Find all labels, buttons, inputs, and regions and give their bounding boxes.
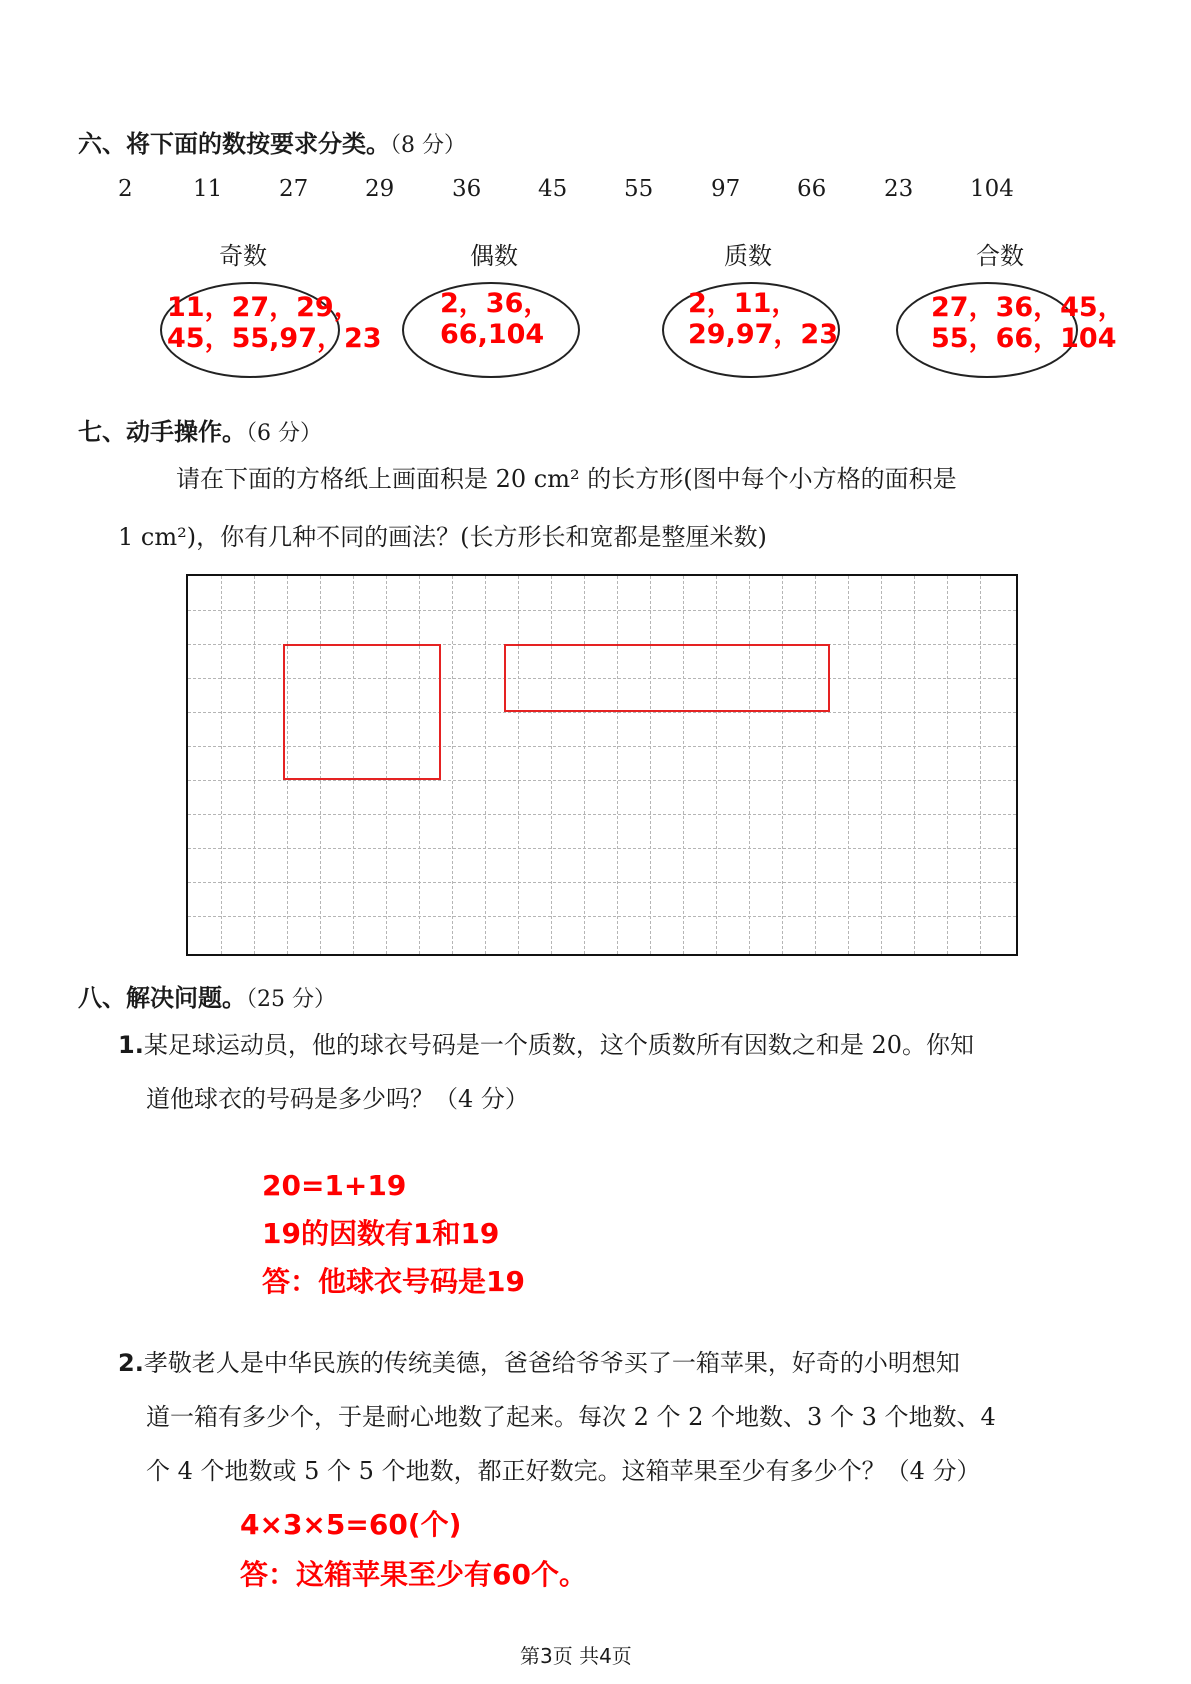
number-item: 11 (193, 176, 223, 202)
section7-points: （6 分） (246, 421, 322, 446)
section7-instruction-line1: 请在下面的方格纸上画面积是 20 cm² 的长方形(图中每个小方格的面积是 (176, 465, 957, 493)
number-item: 55 (624, 176, 654, 202)
prime-answer-line2: 29,97，23 (688, 319, 838, 350)
number-item: 36 (452, 176, 482, 202)
grid-line (749, 576, 750, 954)
grid-line (716, 576, 717, 954)
grid-line (980, 576, 981, 954)
category-label-composite: 合数 (976, 242, 1024, 270)
even-answer-line2: 66,104 (440, 319, 545, 350)
grid-line (683, 576, 684, 954)
composite-answer-line1: 27，36，45， (931, 292, 1125, 323)
question2-answer (240, 1500, 587, 1600)
prime-answer (688, 288, 838, 350)
number-item: 104 (970, 176, 1014, 202)
grid-line (914, 576, 915, 954)
section8-heading (78, 978, 336, 1013)
question2-text-line1: 孝敬老人是中华民族的传统美德，爸爸给爷爷买了一箱苹果，好奇的小明想知 (143, 1349, 960, 1377)
question2-text-line2: 道一箱有多少个，于是耐心地数了起来。每次 2 个 2 个地数、3 个 3 个地数、4 (146, 1403, 996, 1431)
section7-title: 七、动手操作。 (78, 418, 246, 446)
grid-line (782, 576, 783, 954)
grid-line (617, 576, 618, 954)
question1-text-line1: 某足球运动员，他的球衣号码是一个质数，这个质数所有因数之和是 20。你知 (143, 1031, 974, 1059)
question1-answer (262, 1162, 525, 1306)
grid-line (650, 576, 651, 954)
composite-answer-line2: 55，66，104 (931, 323, 1117, 354)
prime-answer-line1: 2，11， (688, 288, 799, 319)
odd-answer-line2: 45，55,97，23 (167, 323, 382, 354)
number-item: 29 (365, 176, 395, 202)
odd-answer (167, 292, 382, 354)
grid-line (188, 882, 1016, 883)
grid-line (188, 916, 1016, 917)
composite-answer (931, 292, 1125, 354)
grid-line (848, 576, 849, 954)
question1-answer-line1: 20=1+19 (262, 1169, 407, 1202)
grid-line (815, 576, 816, 954)
drawn-rectangle-4x5 (283, 644, 441, 780)
grid-line (584, 576, 585, 954)
category-label-prime: 质数 (724, 242, 772, 270)
section6-title: 六、将下面的数按要求分类。 (78, 130, 390, 158)
number-item: 27 (279, 176, 309, 202)
question1-line1 (118, 1018, 974, 1072)
question2-line1 (118, 1336, 960, 1390)
section8-points: （25 分） (246, 987, 336, 1012)
even-answer-line1: 2，36， (440, 288, 551, 319)
grid-line (551, 576, 552, 954)
category-label-odd: 奇数 (219, 242, 267, 270)
grid-line (188, 848, 1016, 849)
question1-answer-line2: 19的因数有1和19 (262, 1217, 500, 1250)
grid-line (254, 576, 255, 954)
even-answer (440, 288, 550, 350)
grid-paper (186, 574, 1018, 956)
number-item: 97 (711, 176, 741, 202)
section7-instruction-line2: 1 cm²)，你有几种不同的画法？(长方形长和宽都是整厘米数) (118, 523, 767, 551)
number-item: 23 (884, 176, 914, 202)
section6-points: （8 分） (390, 133, 466, 158)
section8-title: 八、解决问题。 (78, 984, 246, 1012)
number-item: 66 (797, 176, 827, 202)
number-item: 2 (118, 176, 133, 202)
grid-line (188, 610, 1016, 611)
grid-line (518, 576, 519, 954)
question2-text-line3: 个 4 个地数或 5 个 5 个地数，都正好数完。这箱苹果至少有多少个？（4 分） (146, 1457, 981, 1485)
grid-line (881, 576, 882, 954)
grid-line (188, 814, 1016, 815)
grid-line (947, 576, 948, 954)
page-footer: 第3页 共4页 (520, 1644, 632, 1668)
category-label-even: 偶数 (470, 242, 518, 270)
question2-answer-line1: 4×3×5=60(个) (240, 1508, 462, 1541)
grid-line (485, 576, 486, 954)
question1-number: 1. (118, 1031, 144, 1059)
question2-number: 2. (118, 1349, 144, 1377)
question1-text-line2: 道他球衣的号码是多少吗？（4 分） (146, 1085, 529, 1113)
question2-answer-line2: 答：这箱苹果至少有60个。 (240, 1558, 587, 1591)
drawn-rectangle-10x2 (504, 644, 830, 712)
grid-line (221, 576, 222, 954)
grid-line (452, 576, 453, 954)
odd-answer-line1: 11，27，29， (167, 292, 361, 323)
question1-answer-line3: 答：他球衣号码是19 (262, 1265, 525, 1298)
section7-heading (78, 412, 322, 447)
grid-line (188, 780, 1016, 781)
number-item: 45 (538, 176, 568, 202)
section6-heading (78, 124, 466, 159)
